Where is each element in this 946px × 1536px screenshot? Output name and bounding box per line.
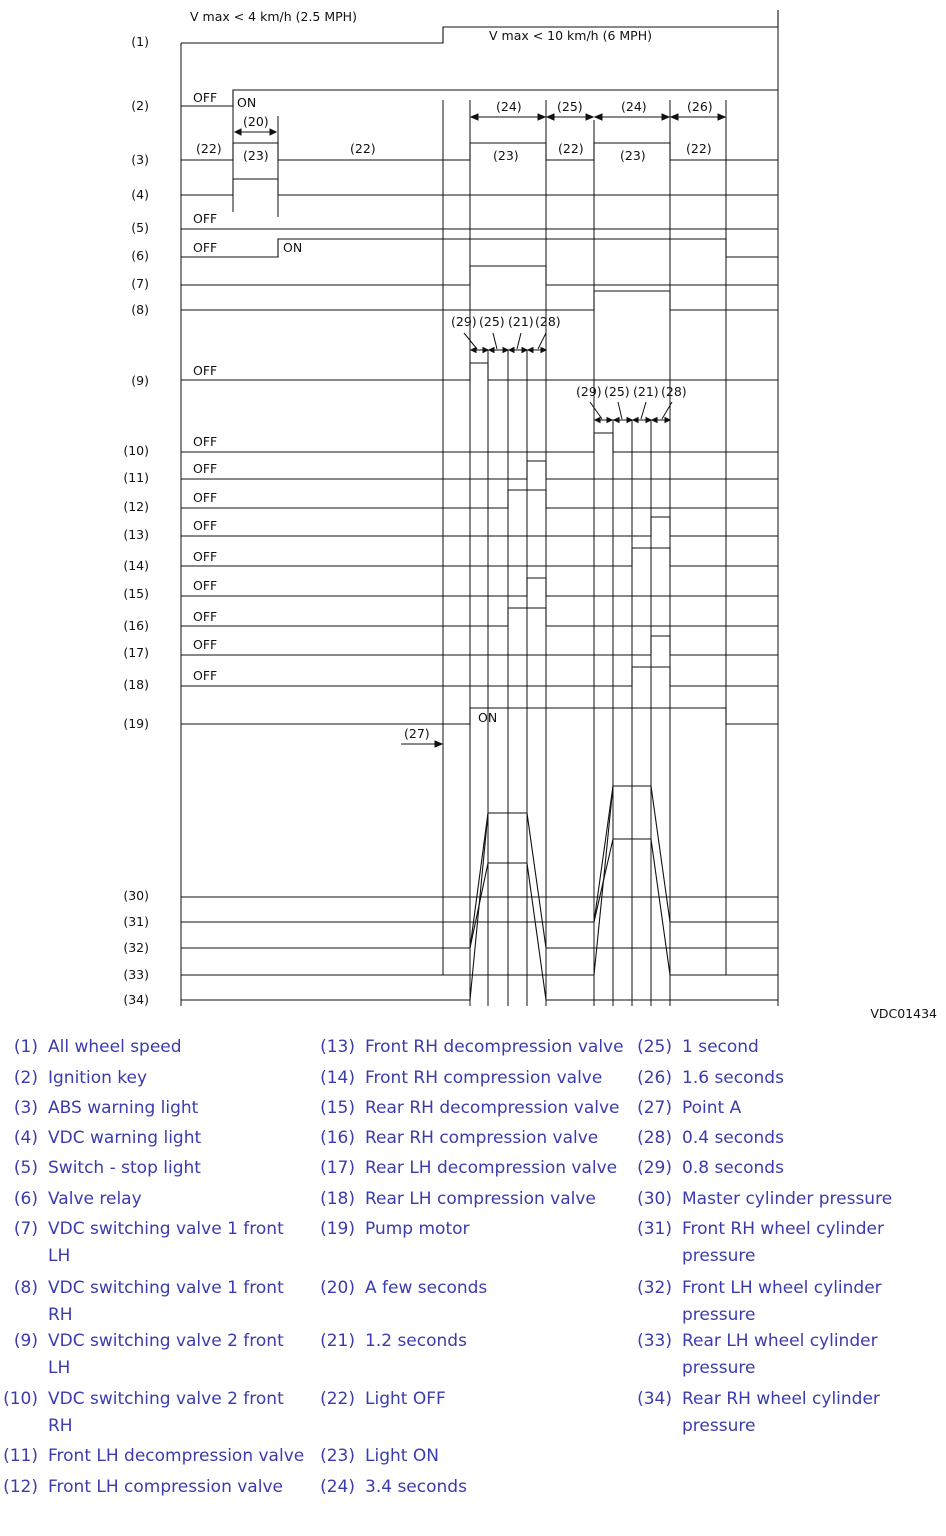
- row-number: (4): [131, 187, 149, 202]
- row-number: (17): [123, 645, 149, 660]
- ignition-off-label: OFF: [193, 90, 218, 105]
- leader-25a: [493, 333, 497, 349]
- legend-text: Rear RH compression valve: [365, 1128, 599, 1148]
- off-label-17: OFF: [193, 637, 218, 652]
- label-22d: (22): [686, 141, 712, 156]
- label-29a: (29): [451, 314, 477, 329]
- row-number-labels: [123, 34, 149, 1007]
- label-24a: (24): [496, 99, 522, 114]
- legend-item: [317, 1034, 637, 1061]
- off-label-16: OFF: [193, 609, 218, 624]
- legend-number: (24): [320, 1477, 355, 1497]
- legend-item: [317, 1443, 637, 1470]
- legend-number: (12): [3, 1477, 38, 1497]
- off-label-13: OFF: [193, 518, 218, 533]
- legend-item: [0, 1216, 300, 1270]
- legend-item: [317, 1474, 637, 1501]
- legend-item: [634, 1328, 934, 1382]
- leader-29b: [590, 402, 602, 419]
- off-label-9: OFF: [193, 363, 218, 378]
- legend-text: All wheel speed: [48, 1037, 182, 1057]
- off-label-15: OFF: [193, 578, 218, 593]
- legend-text: 1.6 seconds: [682, 1068, 784, 1088]
- legend-text: Light OFF: [365, 1389, 446, 1409]
- legend-item: [0, 1186, 310, 1213]
- legend-text: 3.4 seconds: [365, 1477, 467, 1497]
- row-number: (32): [123, 940, 149, 955]
- off-label-18: OFF: [193, 668, 218, 683]
- legend-item: [0, 1328, 300, 1382]
- legend-number: (22): [320, 1389, 355, 1409]
- signal-vdc-sw1-frh: [181, 291, 778, 310]
- legend-text: Front RH decompression valve: [365, 1037, 624, 1057]
- label-28b: (28): [661, 384, 687, 399]
- label-23b: (23): [493, 148, 519, 163]
- legend-number: (3): [13, 1098, 38, 1118]
- stop-light-off-label: OFF: [193, 211, 218, 226]
- legend-text: Pump motor: [365, 1219, 470, 1239]
- legend-item: [634, 1386, 934, 1440]
- legend-item: [0, 1474, 320, 1501]
- signal-rrh-decompression: [181, 578, 778, 596]
- speed-label-high: V max < 10 km/h (6 MPH): [489, 28, 652, 43]
- legend-text: Point A: [682, 1098, 742, 1118]
- row-number: (7): [131, 276, 149, 291]
- legend-number: (17): [320, 1158, 355, 1178]
- legend-text: Valve relay: [48, 1189, 142, 1209]
- row-number: (6): [131, 248, 149, 263]
- legend-text: Front LH wheel cylinder pressure: [682, 1278, 882, 1325]
- legend-text: Rear LH decompression valve: [365, 1158, 618, 1178]
- legend-number: (4): [13, 1128, 38, 1148]
- legend-text: Rear LH compression valve: [365, 1189, 596, 1209]
- legend-text: Master cylinder pressure: [682, 1189, 893, 1209]
- legend-number: (32): [637, 1278, 672, 1298]
- label-28a: (28): [535, 314, 561, 329]
- signal-flh-compression: [181, 490, 778, 508]
- legend-text: Front LH compression valve: [48, 1477, 283, 1497]
- label-25a: (25): [479, 314, 505, 329]
- figure-code: VDC01434: [870, 1006, 937, 1021]
- legend-item: [634, 1155, 934, 1182]
- row-number: (10): [123, 443, 149, 458]
- legend-text: 0.8 seconds: [682, 1158, 784, 1178]
- row-number: (33): [123, 967, 149, 982]
- signal-frh-decompression: [181, 517, 778, 536]
- legend-text: Front RH compression valve: [365, 1068, 603, 1088]
- signal-lines: [181, 10, 778, 1000]
- legend-text: ABS warning light: [48, 1098, 199, 1118]
- legend-text: 0.4 seconds: [682, 1128, 784, 1148]
- legend-number: (23): [320, 1446, 355, 1466]
- legend-text: VDC switching valve 1 front RH: [48, 1278, 284, 1325]
- legend-number: (6): [13, 1189, 38, 1209]
- diagram-labels: [190, 9, 713, 741]
- legend-number: (10): [3, 1389, 38, 1409]
- legend-text: VDC warning light: [48, 1128, 202, 1148]
- row-number: (3): [131, 152, 149, 167]
- legend-item: [317, 1275, 637, 1302]
- signal-vdc-sw2-frh: [181, 433, 778, 452]
- off-label-14: OFF: [193, 549, 218, 564]
- legend-number: (11): [3, 1446, 38, 1466]
- legend-item: [317, 1155, 637, 1182]
- legend-text: VDC switching valve 2 front LH: [48, 1331, 284, 1378]
- legend-number: (21): [320, 1331, 355, 1351]
- row-number: (30): [123, 888, 149, 903]
- label-23a: (23): [243, 148, 269, 163]
- legend-item: [634, 1186, 934, 1213]
- legend-number: (34): [637, 1389, 672, 1409]
- legend-number: (26): [637, 1068, 672, 1088]
- legend-item: [0, 1125, 310, 1152]
- relay-on-label: ON: [283, 240, 303, 255]
- pump-on-label: ON: [478, 710, 498, 725]
- legend-text: Light ON: [365, 1446, 439, 1466]
- row-number: (1): [131, 34, 149, 49]
- legend-number: (1): [13, 1037, 38, 1057]
- legend-item: [0, 1034, 310, 1061]
- legend-number: (29): [637, 1158, 672, 1178]
- signal-flh-decompression: [181, 461, 778, 479]
- legend-item: [317, 1328, 637, 1355]
- row-number: (34): [123, 992, 149, 1007]
- off-label-11: OFF: [193, 461, 218, 476]
- signal-all-wheel-speed: [181, 27, 778, 43]
- leader-28a: [538, 333, 546, 349]
- legend-number: (7): [13, 1219, 38, 1239]
- legend-text: VDC switching valve 1 front LH: [48, 1219, 284, 1266]
- signal-vdc-sw1-flh: [181, 266, 778, 285]
- label-24b: (24): [621, 99, 647, 114]
- legend-item: [317, 1065, 637, 1092]
- legend-number: (25): [637, 1037, 672, 1057]
- legend-number: (9): [13, 1331, 38, 1351]
- row-number: (14): [123, 558, 149, 573]
- legend-number: (8): [13, 1278, 38, 1298]
- row-number: (9): [131, 373, 149, 388]
- arrowhead-point-a: [435, 741, 442, 747]
- off-label-12: OFF: [193, 490, 218, 505]
- legend-text: Ignition key: [48, 1068, 148, 1088]
- legend-item: [317, 1216, 637, 1243]
- legend-number: (13): [320, 1037, 355, 1057]
- label-29b: (29): [576, 384, 602, 399]
- label-22a: (22): [196, 141, 222, 156]
- legend-item: [317, 1095, 637, 1122]
- label-21b: (21): [633, 384, 659, 399]
- legend-number: (2): [13, 1068, 38, 1088]
- ignition-on-label: ON: [237, 95, 257, 110]
- legend-text: 1.2 seconds: [365, 1331, 467, 1351]
- signal-rlh-decompression: [181, 636, 778, 655]
- row-number: (12): [123, 499, 149, 514]
- row-number: (13): [123, 527, 149, 542]
- legend-item: [0, 1275, 300, 1329]
- legend-number: (31): [637, 1219, 672, 1239]
- legend-text: A few seconds: [365, 1278, 488, 1298]
- leader-21a: [517, 333, 521, 349]
- row-number: (11): [123, 470, 149, 485]
- signal-frh-compression: [181, 548, 778, 566]
- legend-text: 1 second: [682, 1037, 759, 1057]
- legend-number: (15): [320, 1098, 355, 1118]
- legend-text: VDC switching valve 2 front RH: [48, 1389, 284, 1436]
- leader-25b: [618, 402, 622, 419]
- legend-number: (5): [13, 1158, 38, 1178]
- row-number: (16): [123, 618, 149, 633]
- legend-text: Rear RH wheel cylinder pressure: [682, 1389, 880, 1436]
- signal-valve-relay: [181, 239, 778, 257]
- legend-item: [634, 1065, 934, 1092]
- signal-rlh-compression: [181, 667, 778, 686]
- row-number: (15): [123, 586, 149, 601]
- legend-number: (14): [320, 1068, 355, 1088]
- row-number: (8): [131, 302, 149, 317]
- legend-item: [0, 1443, 320, 1470]
- legend-number: (20): [320, 1278, 355, 1298]
- label-21a: (21): [508, 314, 534, 329]
- legend-item: [317, 1125, 637, 1152]
- legend-item: [317, 1386, 637, 1413]
- label-20: (20): [243, 114, 269, 129]
- legend-item: [0, 1095, 310, 1122]
- legend-item: [0, 1065, 310, 1092]
- label-22b: (22): [350, 141, 376, 156]
- signal-vdc-sw2-flh: [181, 363, 778, 380]
- legend-number: (28): [637, 1128, 672, 1148]
- legend-item: [634, 1125, 934, 1152]
- legend-text: Front RH wheel cylinder pressure: [682, 1219, 884, 1266]
- legend-text: Switch - stop light: [48, 1158, 201, 1178]
- legend-item: [634, 1095, 934, 1122]
- label-25b: (25): [604, 384, 630, 399]
- legend-number: (19): [320, 1219, 355, 1239]
- row-number: (18): [123, 677, 149, 692]
- label-22c: (22): [558, 141, 584, 156]
- row-number: (2): [131, 98, 149, 113]
- speed-label-low: V max < 4 km/h (2.5 MPH): [190, 9, 357, 24]
- legend-item: [634, 1275, 934, 1329]
- relay-off-label: OFF: [193, 240, 218, 255]
- legend-number: (33): [637, 1331, 672, 1351]
- legend-number: (16): [320, 1128, 355, 1148]
- legend-text: Rear LH wheel cylinder pressure: [682, 1331, 878, 1378]
- leader-21b: [641, 402, 646, 419]
- off-label-10: OFF: [193, 434, 218, 449]
- legend-number: (18): [320, 1189, 355, 1209]
- row-number: (5): [131, 220, 149, 235]
- row-number: (31): [123, 914, 149, 929]
- legend-item: [0, 1155, 310, 1182]
- legend-item: [317, 1186, 637, 1213]
- signal-vdc-warning-light: [181, 179, 778, 195]
- row-number: (19): [123, 716, 149, 731]
- signal-rrh-compression: [181, 608, 778, 626]
- legend-text: Front LH decompression valve: [48, 1446, 305, 1466]
- label-26: (26): [687, 99, 713, 114]
- label-27: (27): [404, 726, 430, 741]
- legend-text: Rear RH decompression valve: [365, 1098, 620, 1118]
- legend-item: [0, 1386, 300, 1440]
- legend-number: (30): [637, 1189, 672, 1209]
- label-25: (25): [557, 99, 583, 114]
- legend-item: [634, 1034, 934, 1061]
- label-23c: (23): [620, 148, 646, 163]
- legend-number: (27): [637, 1098, 672, 1118]
- legend-item: [634, 1216, 934, 1270]
